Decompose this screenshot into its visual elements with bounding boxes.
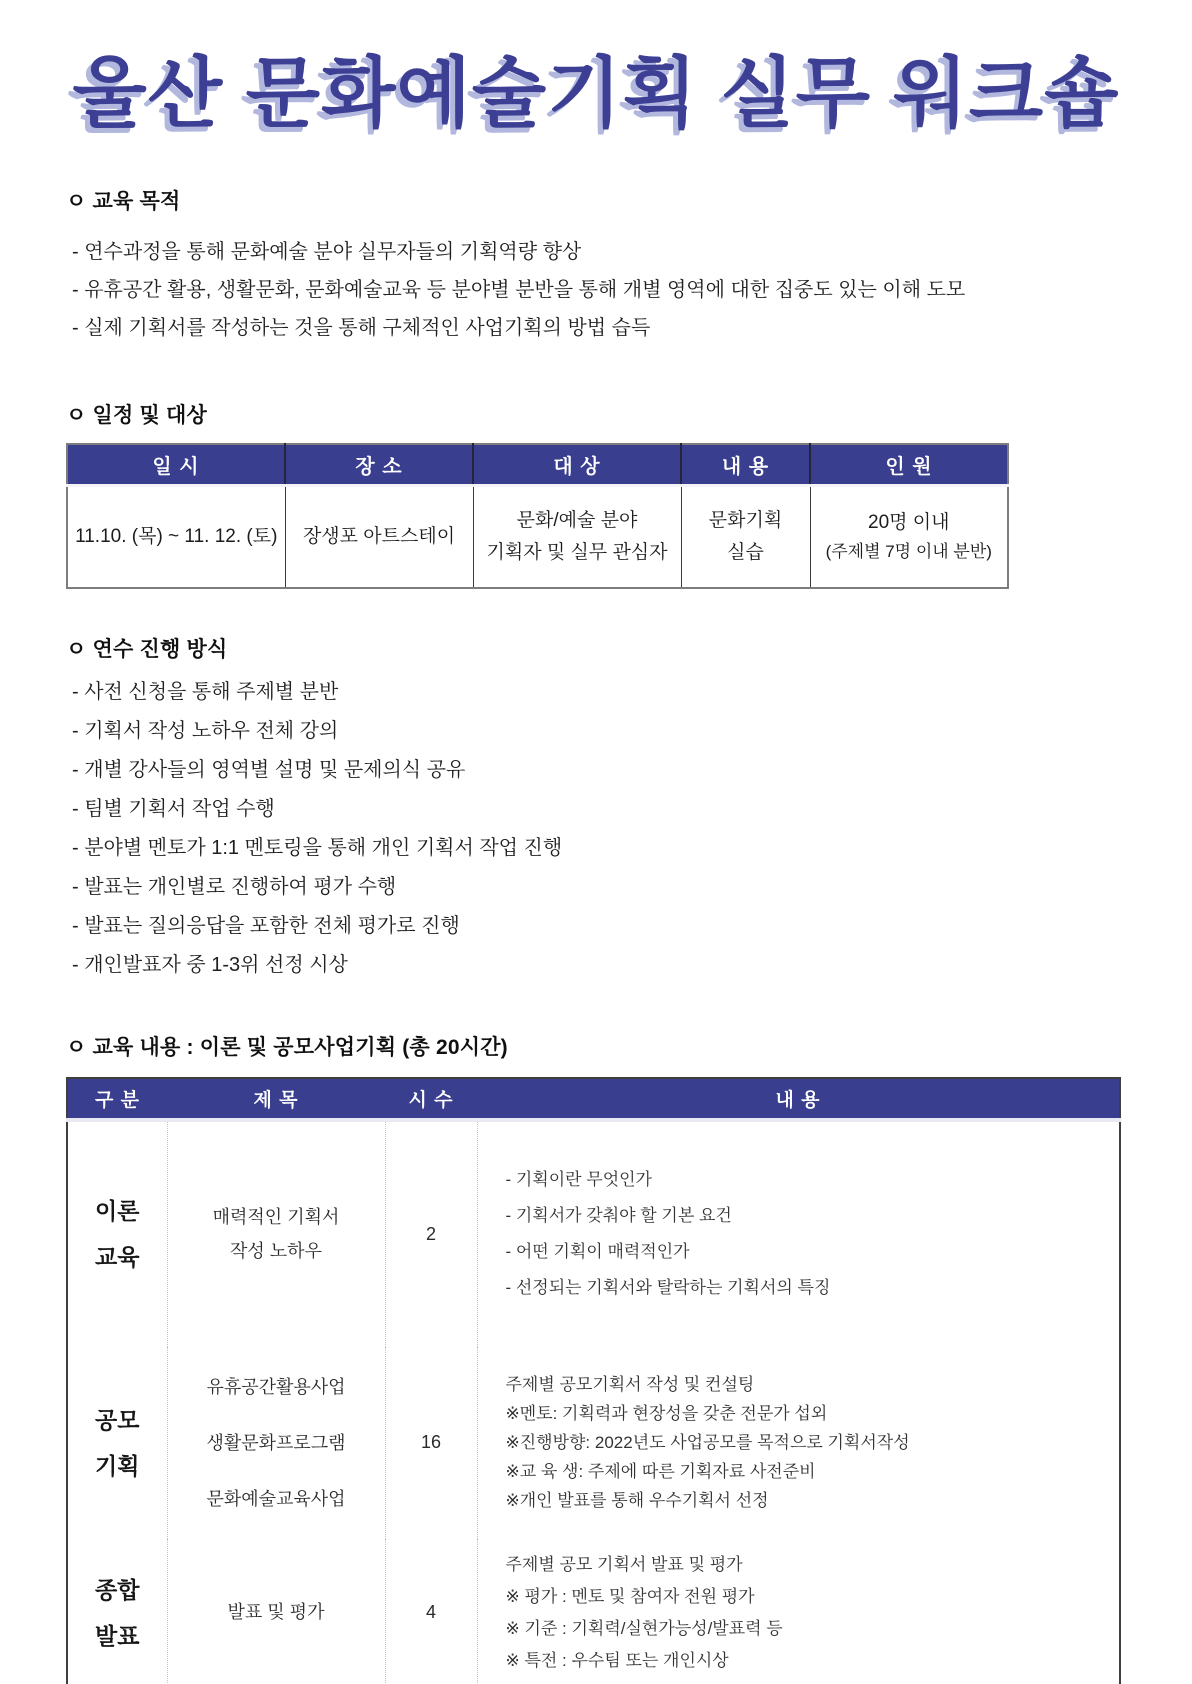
category-line: 종합	[95, 1576, 140, 1603]
detail-line: - 기획서가 갖춰야 할 기본 요건	[505, 1206, 732, 1226]
method-item: - 개인발표자 중 1-3위 선정 시상	[72, 953, 348, 976]
cell-detail	[477, 1539, 1120, 1684]
method-item: - 사전 신청을 통해 주제별 분반	[72, 680, 339, 703]
title-line: 문화예술교육사업	[206, 1488, 346, 1509]
detail-line: 주제별 공모 기획서 발표 및 평가	[505, 1554, 743, 1574]
header-cell-detail: 내 용	[477, 1078, 1120, 1120]
detail-line: ※멘토: 기획력과 현장성을 갖춘 전문가 섭외	[505, 1404, 828, 1424]
curriculum-table-header	[67, 1078, 1120, 1120]
cell-category	[67, 1539, 167, 1684]
title-line: 매력적인 기획서	[212, 1206, 340, 1227]
detail-line: ※ 기준 : 기획력/실현가능성/발표력 등	[505, 1618, 783, 1638]
header-cell-capacity: 인 원	[810, 444, 1008, 486]
method-list	[66, 673, 1126, 985]
title-line: 유휴공간활용사업	[206, 1376, 346, 1397]
purpose-item: - 연수과정을 통해 문화예술 분야 실무자들의 기획역량 향상	[72, 240, 582, 263]
header-cell-title: 제 목	[167, 1078, 385, 1120]
page-title: 울산 문화예술기획 실무 워크숍	[72, 51, 1120, 137]
table-row-contest	[67, 1347, 1120, 1539]
category-line: 기획	[95, 1452, 140, 1479]
title-list	[168, 1378, 385, 1508]
schedule-table	[66, 443, 1009, 589]
method-item: - 기획서 작성 노하우 전체 강의	[72, 719, 339, 742]
section-curriculum	[66, 1031, 1126, 1684]
cell-hours: 4	[385, 1539, 477, 1684]
section-method	[66, 633, 1126, 985]
table-header-row	[67, 1078, 1120, 1120]
curriculum-heading: ㅇ 교육 내용 : 이론 및 공모사업기획 (총 20시간)	[66, 1035, 508, 1059]
header-cell-place: 장 소	[285, 444, 473, 486]
table-row	[67, 486, 1008, 588]
datetime-value: 11.10. (목) ~ 11. 12. (토)	[75, 526, 278, 548]
table-row-presentation	[67, 1539, 1120, 1684]
purpose-heading: ㅇ 교육 목적	[66, 189, 181, 213]
method-heading: ㅇ 연수 진행 방식	[66, 637, 228, 661]
title-line: 작성 노하우	[230, 1241, 322, 1262]
purpose-item: - 유휴공간 활용, 생활문화, 문화예술교육 등 분야별 분반을 통해 개별 영역에 대한 집중도 있는 이해 도모	[72, 278, 966, 301]
cell-place	[285, 486, 473, 588]
cell-title	[167, 1347, 385, 1539]
cell-detail	[477, 1347, 1120, 1539]
header-cell-category: 구 분	[67, 1078, 167, 1120]
cell-title	[167, 1120, 385, 1347]
capacity-note: (주제별 7명 이내 분반)	[825, 542, 992, 562]
target-line: 문화/예술 분야	[516, 510, 638, 532]
title-line: 생활문화프로그램	[206, 1432, 346, 1453]
target-line: 기획자 및 실무 관심자	[486, 541, 668, 563]
curriculum-table	[66, 1077, 1121, 1684]
place-value: 장생포 아트스테이	[302, 526, 456, 548]
header-cell-content: 내 용	[681, 444, 810, 486]
header-cell-datetime: 일 시	[67, 444, 285, 486]
title-line: 발표 및 평가	[227, 1602, 325, 1623]
cell-hours: 16	[385, 1347, 477, 1539]
cell-detail	[477, 1120, 1120, 1347]
purpose-item: - 실제 기획서를 작성하는 것을 통해 구체적인 사업기획의 방법 습득	[72, 316, 651, 339]
detail-line: 주제별 공모기획서 작성 및 컨설팅	[505, 1375, 755, 1395]
detail-line: ※ 평가 : 멘토 및 참여자 전원 평가	[505, 1586, 755, 1606]
method-item: - 팀별 기획서 작업 수행	[72, 797, 275, 820]
schedule-table-header	[67, 444, 1008, 486]
category-line: 발표	[95, 1622, 140, 1649]
purpose-list	[66, 233, 1126, 347]
detail-line: ※개인 발표를 통해 우수기획서 선정	[505, 1491, 769, 1511]
cell-hours: 2	[385, 1120, 477, 1347]
cell-capacity	[810, 486, 1008, 588]
detail-line: - 선정되는 기획서와 탈락하는 기획서의 특징	[505, 1278, 831, 1298]
cell-datetime	[67, 486, 285, 588]
detail-line: ※교 육 생: 주제에 따른 기획자료 사전준비	[505, 1462, 816, 1482]
detail-line: - 기획이란 무엇인가	[505, 1170, 652, 1190]
section-purpose	[66, 185, 1126, 347]
schedule-heading: ㅇ 일정 및 대상	[66, 403, 208, 427]
capacity-line: 20명 이내	[868, 512, 950, 534]
method-item: - 발표는 질의응답을 포함한 전체 평가로 진행	[72, 914, 460, 937]
detail-line: ※진행방향: 2022년도 사업공모를 목적으로 기획서작성	[505, 1433, 910, 1453]
method-item: - 개별 강사들의 영역별 설명 및 문제의식 공유	[72, 758, 466, 781]
content-line: 실습	[727, 541, 764, 563]
content-line: 문화기획	[708, 510, 783, 532]
category-line: 공모	[95, 1406, 140, 1433]
cell-content	[681, 486, 810, 588]
method-item: - 발표는 개인별로 진행하여 평가 수행	[72, 875, 397, 898]
header-cell-hours: 시 수	[385, 1078, 477, 1120]
cell-category	[67, 1120, 167, 1347]
table-header-row	[67, 444, 1008, 486]
method-item: - 분야별 멘토가 1:1 멘토링을 통해 개인 기획서 작업 진행	[72, 836, 563, 859]
cell-category	[67, 1347, 167, 1539]
cell-title	[167, 1539, 385, 1684]
table-row-theory	[67, 1120, 1120, 1347]
category-line: 이론	[95, 1198, 140, 1225]
category-line: 교육	[95, 1244, 140, 1271]
detail-line: - 어떤 기획이 매력적인가	[505, 1242, 690, 1262]
cell-target	[473, 486, 681, 588]
detail-line: ※ 특전 : 우수팀 또는 개인시상	[505, 1650, 729, 1670]
header-cell-target: 대 상	[473, 444, 681, 486]
section-schedule	[66, 399, 1126, 589]
